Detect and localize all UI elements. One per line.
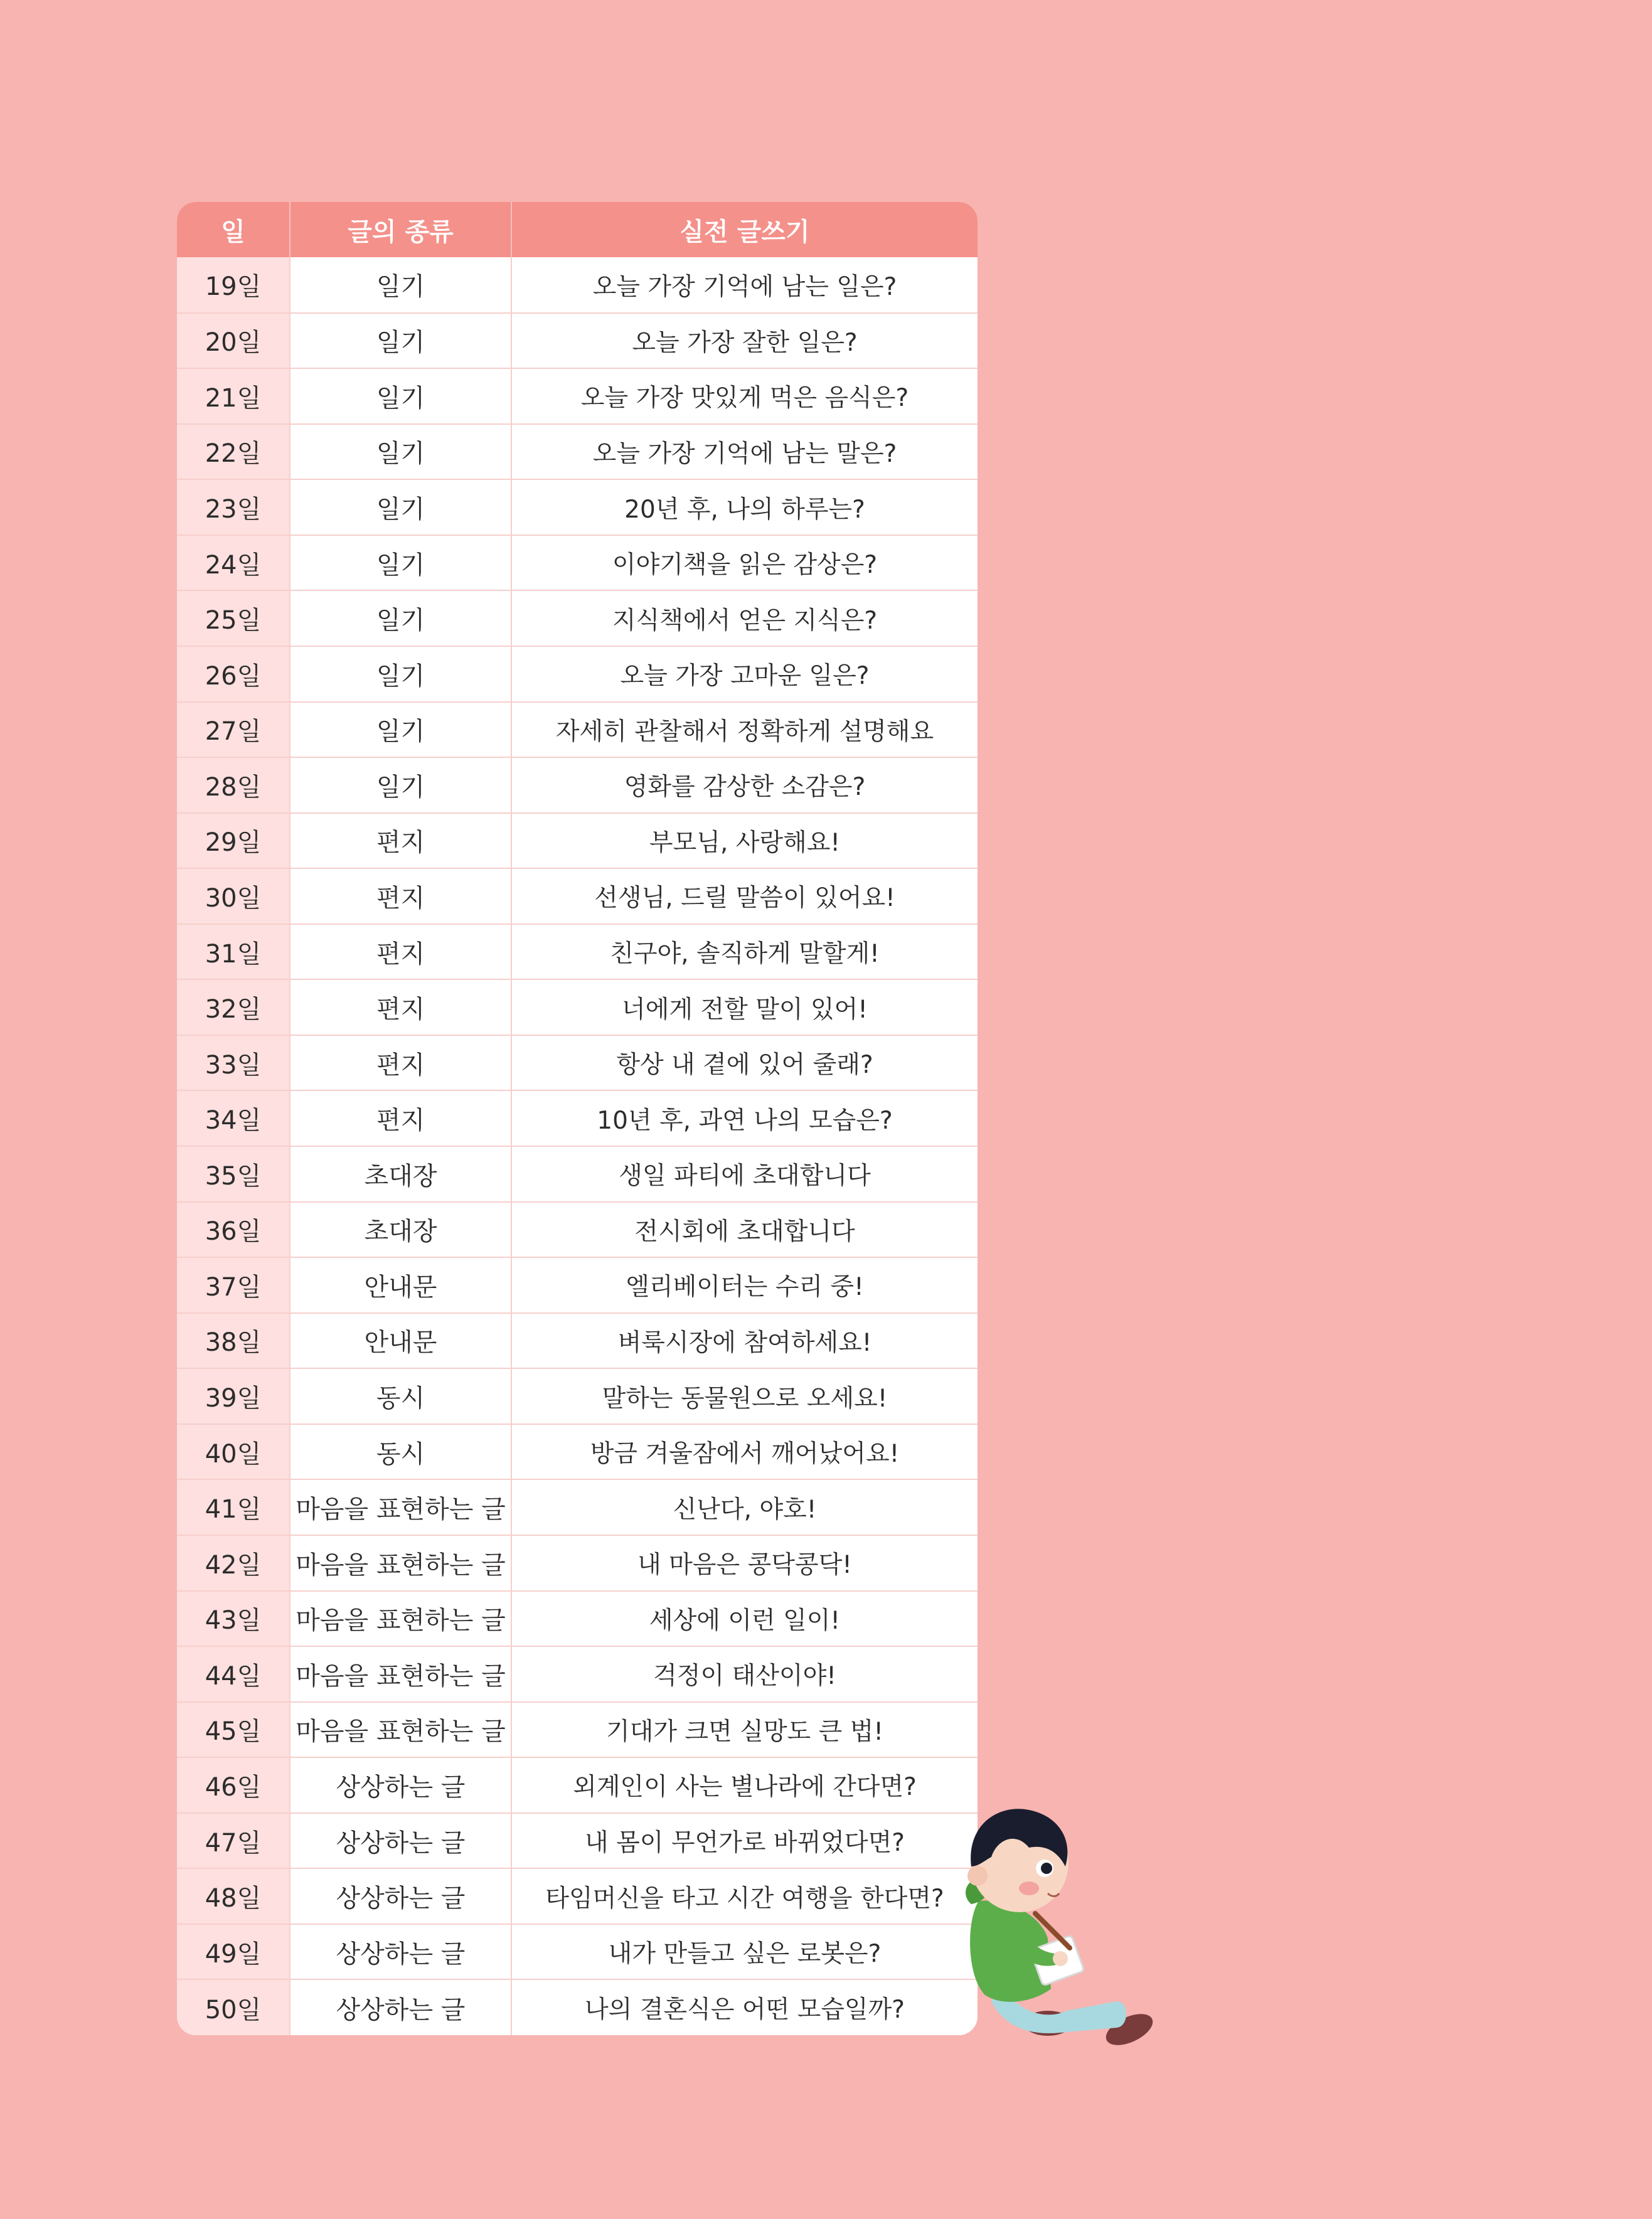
day-cell: 34일 (177, 1090, 290, 1146)
writing-prompt-cell: 내가 만들고 싶은 로봇은? (511, 1924, 978, 1980)
day-cell: 20일 (177, 313, 290, 369)
writing-prompt-cell: 자세히 관찰해서 정확하게 설명해요 (511, 702, 978, 758)
day-cell: 30일 (177, 868, 290, 924)
day-cell: 26일 (177, 646, 290, 702)
day-cell: 23일 (177, 479, 290, 535)
writing-prompt-cell: 걱정이 태산이야! (511, 1646, 978, 1702)
writing-type-cell: 상상하는 글 (290, 1979, 511, 2035)
writing-type-cell: 안내문 (290, 1313, 511, 1369)
day-cell: 40일 (177, 1424, 290, 1480)
writing-type-cell: 상상하는 글 (290, 1757, 511, 1813)
day-cell: 44일 (177, 1646, 290, 1702)
day-cell: 35일 (177, 1146, 290, 1202)
writing-prompt-cell: 항상 내 곁에 있어 줄래? (511, 1035, 978, 1091)
writing-type-cell: 일기 (290, 424, 511, 480)
writing-type-cell: 초대장 (290, 1146, 511, 1202)
table-row (177, 313, 978, 369)
day-cell: 43일 (177, 1591, 290, 1647)
writing-schedule-table (177, 202, 978, 2035)
table-row (177, 368, 978, 424)
writing-type-cell: 일기 (290, 257, 511, 313)
writing-prompt-cell: 생일 파티에 초대합니다 (511, 1146, 978, 1202)
day-cell: 39일 (177, 1368, 290, 1424)
writing-type-cell: 마음을 표현하는 글 (290, 1535, 511, 1591)
writing-type-cell: 동시 (290, 1368, 511, 1424)
writing-type-cell: 편지 (290, 813, 511, 869)
table-row (177, 535, 978, 591)
table-header-row (177, 202, 978, 257)
table-row (177, 590, 978, 646)
writing-type-cell: 일기 (290, 757, 511, 813)
writing-type-cell: 편지 (290, 1090, 511, 1146)
writing-prompt-cell: 부모님, 사랑해요! (511, 813, 978, 869)
table-row (177, 646, 978, 702)
writing-type-cell: 일기 (290, 702, 511, 758)
day-cell: 25일 (177, 590, 290, 646)
child-writing-notebook-icon (941, 1794, 1180, 2058)
table-row (177, 1424, 978, 1480)
writing-prompt-cell: 오늘 가장 맛있게 먹은 음식은? (511, 368, 978, 424)
writing-prompt-cell: 지식책에서 얻은 지식은? (511, 590, 978, 646)
day-cell: 37일 (177, 1257, 290, 1313)
table-row (177, 1035, 978, 1091)
writing-type-cell: 편지 (290, 924, 511, 980)
table-row (177, 1813, 978, 1869)
writing-type-cell: 상상하는 글 (290, 1868, 511, 1924)
writing-prompt-cell: 벼룩시장에 참여하세요! (511, 1313, 978, 1369)
table-row (177, 868, 978, 924)
header-writing-type: 글의 종류 (290, 202, 511, 257)
table-row (177, 257, 978, 313)
schedule-grid (177, 202, 978, 2035)
table-row (177, 1202, 978, 1258)
writing-type-cell: 초대장 (290, 1202, 511, 1258)
writing-prompt-cell: 세상에 이런 일이! (511, 1591, 978, 1647)
writing-type-cell: 동시 (290, 1424, 511, 1480)
writing-prompt-cell: 말하는 동물원으로 오세요! (511, 1368, 978, 1424)
writing-prompt-cell: 기대가 크면 실망도 큰 법! (511, 1702, 978, 1758)
table-row (177, 1313, 978, 1369)
table-row (177, 813, 978, 869)
hand (1053, 1951, 1068, 1966)
table-row (177, 757, 978, 813)
writing-prompt-cell: 친구야, 솔직하게 말할게! (511, 924, 978, 980)
cheek (1019, 1881, 1039, 1895)
header-day: 일 (177, 202, 290, 257)
writing-prompt-cell: 너에게 전할 말이 있어! (511, 979, 978, 1035)
writing-type-cell: 일기 (290, 479, 511, 535)
day-cell: 31일 (177, 924, 290, 980)
table-row (177, 1979, 978, 2035)
writing-type-cell: 마음을 표현하는 글 (290, 1591, 511, 1647)
day-cell: 24일 (177, 535, 290, 591)
day-cell: 45일 (177, 1702, 290, 1758)
table-row (177, 924, 978, 980)
day-cell: 32일 (177, 979, 290, 1035)
writing-type-cell: 편지 (290, 979, 511, 1035)
ear (967, 1866, 988, 1886)
writing-prompt-cell: 타임머신을 타고 시간 여행을 한다면? (511, 1868, 978, 1924)
writing-prompt-cell: 전시회에 초대합니다 (511, 1202, 978, 1258)
writing-prompt-cell: 신난다, 야호! (511, 1479, 978, 1535)
day-cell: 29일 (177, 813, 290, 869)
table-row (177, 1924, 978, 1980)
day-cell: 28일 (177, 757, 290, 813)
day-cell: 48일 (177, 1868, 290, 1924)
writing-prompt-cell: 이야기책을 읽은 감상은? (511, 535, 978, 591)
writing-prompt-cell: 오늘 가장 기억에 남는 말은? (511, 424, 978, 480)
table-row (177, 1646, 978, 1702)
day-cell: 42일 (177, 1535, 290, 1591)
writing-prompt-cell: 10년 후, 과연 나의 모습은? (511, 1090, 978, 1146)
writing-type-cell: 마음을 표현하는 글 (290, 1479, 511, 1535)
writing-prompt-cell: 방금 겨울잠에서 깨어났어요! (511, 1424, 978, 1480)
writing-prompt-cell: 엘리베이터는 수리 중! (511, 1257, 978, 1313)
day-cell: 33일 (177, 1035, 290, 1091)
day-cell: 38일 (177, 1313, 290, 1369)
writing-type-cell: 마음을 표현하는 글 (290, 1702, 511, 1758)
writing-prompt-cell: 오늘 가장 잘한 일은? (511, 313, 978, 369)
day-cell: 27일 (177, 702, 290, 758)
writing-prompt-cell: 오늘 가장 고마운 일은? (511, 646, 978, 702)
writing-type-cell: 마음을 표현하는 글 (290, 1646, 511, 1702)
day-cell: 19일 (177, 257, 290, 313)
writing-type-cell: 편지 (290, 1035, 511, 1091)
table-row (177, 479, 978, 535)
day-cell: 46일 (177, 1757, 290, 1813)
table-row (177, 1146, 978, 1202)
writing-prompt-cell: 외계인이 사는 별나라에 간다면? (511, 1757, 978, 1813)
writing-type-cell: 상상하는 글 (290, 1924, 511, 1980)
writing-type-cell: 일기 (290, 368, 511, 424)
writing-type-cell: 상상하는 글 (290, 1813, 511, 1869)
writing-type-cell: 일기 (290, 590, 511, 646)
header-writing-prompt: 실전 글쓰기 (511, 202, 978, 257)
table-row (177, 1535, 978, 1591)
day-cell: 41일 (177, 1479, 290, 1535)
table-row (177, 1090, 978, 1146)
day-cell: 50일 (177, 1979, 290, 2035)
writing-type-cell: 일기 (290, 313, 511, 369)
writing-prompt-cell: 선생님, 드릴 말씀이 있어요! (511, 868, 978, 924)
table-row (177, 1757, 978, 1813)
day-cell: 47일 (177, 1813, 290, 1869)
writing-prompt-cell: 오늘 가장 기억에 남는 일은? (511, 257, 978, 313)
day-cell: 49일 (177, 1924, 290, 1980)
writing-type-cell: 일기 (290, 535, 511, 591)
table-row (177, 1257, 978, 1313)
writing-prompt-cell: 내 몸이 무언가로 바뀌었다면? (511, 1813, 978, 1869)
table-row (177, 1702, 978, 1758)
writing-prompt-cell: 내 마음은 콩닥콩닥! (511, 1535, 978, 1591)
writing-type-cell: 편지 (290, 868, 511, 924)
writing-prompt-cell: 영화를 감상한 소감은? (511, 757, 978, 813)
writing-prompt-cell: 나의 결혼식은 어떤 모습일까? (511, 1979, 978, 2035)
day-cell: 22일 (177, 424, 290, 480)
table-row (177, 1868, 978, 1924)
pupil (1041, 1863, 1052, 1874)
table-row (177, 1368, 978, 1424)
table-row (177, 424, 978, 480)
table-row (177, 702, 978, 758)
table-body (177, 257, 978, 2035)
table-row (177, 1591, 978, 1647)
table-row (177, 979, 978, 1035)
table-row (177, 1479, 978, 1535)
day-cell: 21일 (177, 368, 290, 424)
writing-type-cell: 일기 (290, 646, 511, 702)
day-cell: 36일 (177, 1202, 290, 1258)
writing-prompt-cell: 20년 후, 나의 하루는? (511, 479, 978, 535)
writing-type-cell: 안내문 (290, 1257, 511, 1313)
